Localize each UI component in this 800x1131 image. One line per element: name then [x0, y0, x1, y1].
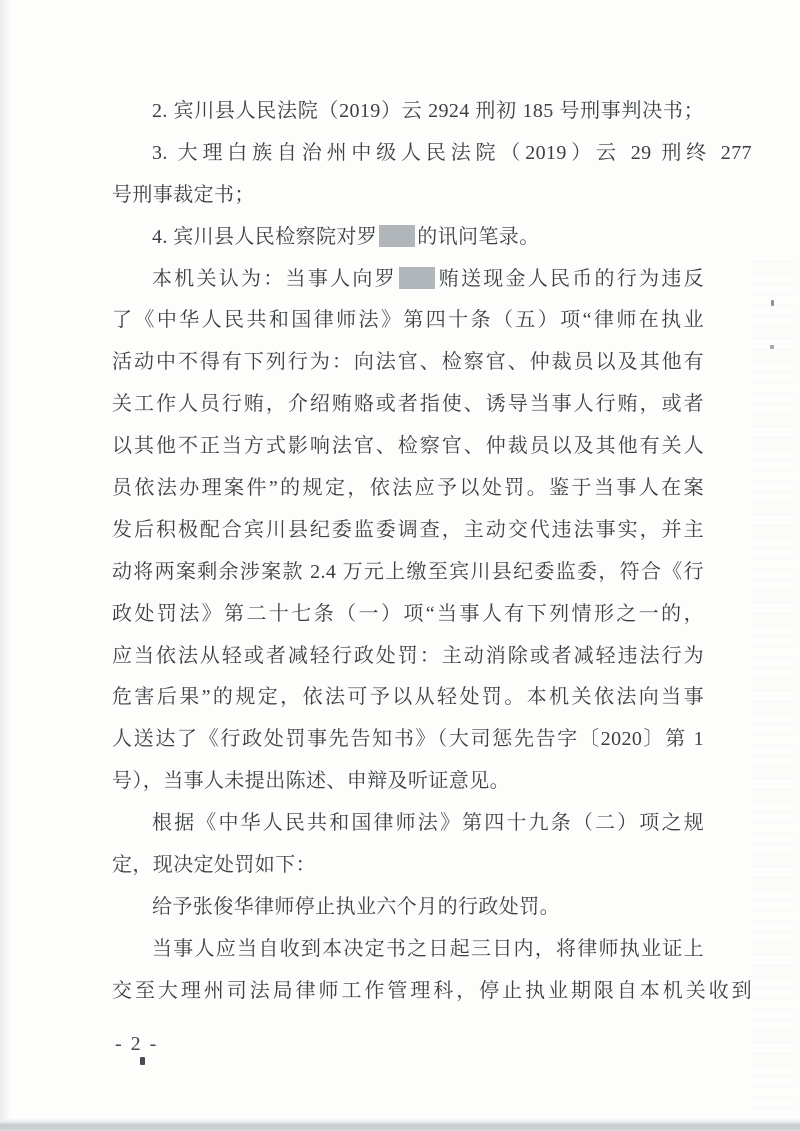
text-segment: 关工作人员行贿，介绍贿赂或者指使、诱导当事人行贿，或者 [112, 393, 704, 416]
redaction-box [379, 225, 415, 247]
text-line [112, 636, 704, 678]
scan-edge-bottom [0, 1118, 800, 1131]
text-segment: 发后积极配合宾川县纪委监委调查，主动交代违法事实，并主 [112, 518, 704, 541]
text-segment: 交至大理州司法局律师工作管理科，停止执业期限自本机关收到 [112, 979, 752, 1002]
text-line [112, 887, 704, 929]
text-line [112, 300, 704, 342]
text-segment: 号刑事裁定书； [112, 183, 255, 206]
scan-edge-left [0, 0, 10, 1131]
text-segment: 当事人应当自收到本决定书之日起三日内，将律师执业证上 [152, 937, 704, 960]
text-line [112, 342, 704, 384]
text-segment: 动将两案剩余涉案款 2.4 万元上缴至宾川县纪委监委，符合《行 [112, 560, 704, 583]
text-segment: 危害后果”的规定，依法可予以从轻处罚。本机关依法向当事 [112, 686, 704, 709]
text-line [112, 971, 752, 1013]
text-line [112, 133, 752, 175]
page-number: - 2 - [115, 1033, 159, 1055]
text-segment: 了《中华人民共和国律师法》第四十条（五）项“律师在执业 [112, 309, 704, 332]
text-line [112, 719, 704, 761]
text-segment: 员依法办理案件”的规定，依法应予以处罚。鉴于当事人在案 [112, 477, 704, 500]
text-line [112, 217, 704, 259]
text-line [112, 468, 704, 510]
text-segment: 以其他不正当方式影响法官、检察官、仲裁员以及其他有关人 [112, 435, 704, 458]
scan-speck [140, 1057, 145, 1065]
text-line [112, 91, 704, 133]
text-line [112, 761, 704, 803]
text-line [112, 845, 704, 887]
text-segment: 4. 宾川县人民检察院对罗 [152, 225, 378, 248]
text-segment: 定，现决定处罚如下： [112, 854, 316, 877]
text-segment: 2. 宾川县人民法院（2019）云 2924 刑初 185 号刑事判决书； [152, 100, 704, 122]
text-segment: 根据《中华人民共和国律师法》第四十九条（二）项之规 [152, 812, 704, 835]
text-segment: 政处罚法》第二十七条（一）项“当事人有下列情形之一的， [112, 602, 704, 625]
scan-noise-right [752, 260, 796, 1120]
text-line [112, 803, 704, 845]
text-line [112, 384, 704, 426]
document-body-text [112, 91, 752, 1013]
text-line [112, 677, 704, 719]
scan-speck [771, 300, 774, 306]
scan-speck [770, 345, 774, 349]
text-segment: 给予张俊华律师停止执业六个月的行政处罚。 [152, 895, 560, 918]
text-line [112, 594, 704, 636]
text-segment: 的讯问笔录。 [417, 225, 540, 248]
text-line [112, 552, 704, 594]
text-line [112, 426, 704, 468]
text-segment: 3. 大理白族自治州中级人民法院（2019）云 29 刑终 277 [152, 141, 752, 164]
text-line [112, 510, 704, 552]
text-line [112, 259, 704, 301]
text-segment: 应当依法从轻或者减轻行政处罚：主动消除或者减轻违法行为 [112, 644, 704, 667]
redaction-box [399, 267, 435, 289]
text-segment: 号），当事人未提出陈述、申辩及听证意见。 [112, 770, 510, 793]
text-segment: 本机关认为：当事人向罗 [152, 267, 397, 290]
text-segment: 贿送现金人民币的行为违反 [436, 267, 704, 290]
text-line [112, 929, 704, 971]
text-segment: 活动中不得有下列行为：向法官、检察官、仲裁员以及其他有 [112, 351, 704, 374]
text-segment: 人送达了《行政处罚事先告知书》（大司惩先告字〔2020〕第 1 [112, 728, 704, 751]
text-line [112, 175, 704, 217]
